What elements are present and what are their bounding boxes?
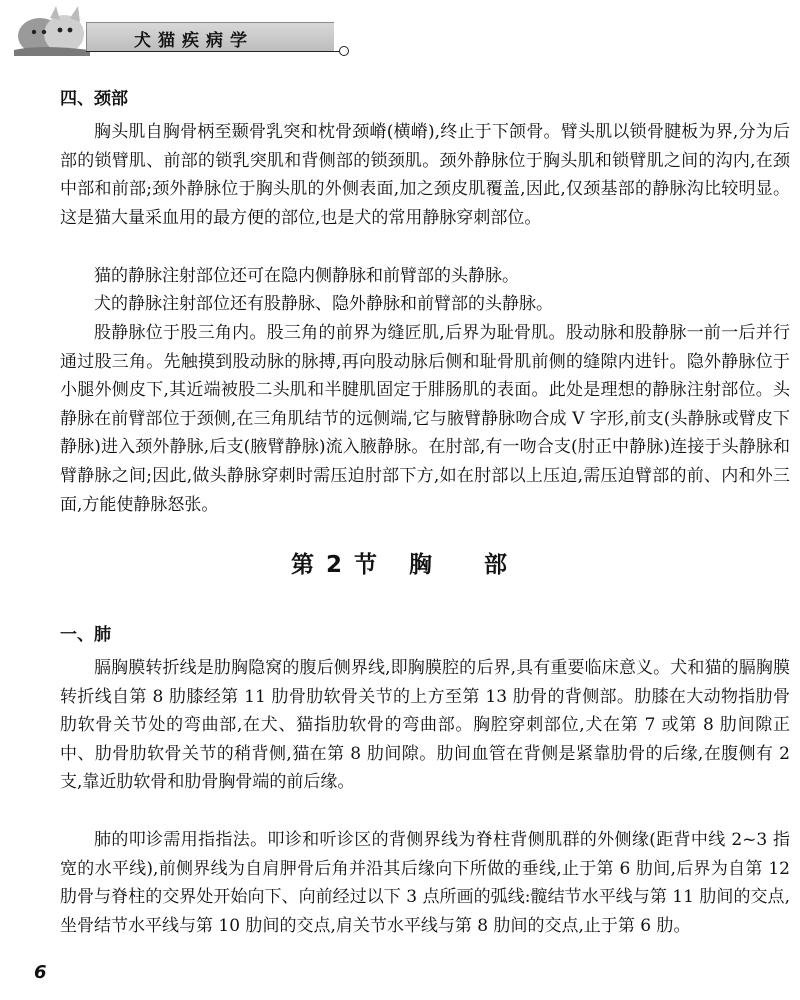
- paragraph: 胸头肌自胸骨柄至颞骨乳突和枕骨颈嵴(横嵴),终止于下颌骨。臂头肌以锁骨腱板为界,分为后部的锁臂肌、前部的锁乳突肌和背侧部的锁颈肌。颈外静脉位于胸头肌和锁臂肌之间的沟内,在颈中部和前部;颈外静脉位于胸头肌的外侧表面,加之颈皮肌覆盖,因此,仅颈基部的静脉沟比较明显。这是猫大量采血用的最方便的部位,也是犬的常用静脉穿刺部位。: [60, 122, 790, 228]
- paragraph: 猫的静脉注射部位还可在隐内侧静脉和前臂部的头静脉。: [94, 266, 519, 286]
- paragraph: 股静脉位于股三角内。股三角的前界为缝匠肌,后界为耻骨肌。股动脉和股静脉一前一后并行通过股三角。先触摸到股动脉的脉搏,再向股动脉后侧和耻骨肌前侧的缝隙内进针。隐外静脉位于小腿外侧皮下,其近端被股二头肌和半腱肌固定于腓肠肌的表面。此处是理想的静脉注射部位。头静脉在前臂部位于颈侧,在三角肌结节的远侧端,它与腋臂静脉吻合成 V 字形,前支(头静脉或臂皮下静脉)进入颈外静脉,后支(腋臂静脉)流入腋静脉。在肘部,有一吻合支(肘正中静脉)连接于头静脉和臂静脉之间;因此,做头静脉穿刺时需压迫肘部下方,如在肘部以上压迫,需压迫臂部的前、内和外三面,方能使静脉怒张。: [60, 323, 790, 515]
- paragraph: 膈胸膜转折线是肋胸隐窝的腹后侧界线,即胸膜腔的后界,具有重要临床意义。犬和猫的膈胸膜转折线自第 8 肋膝经第 11 肋骨肋软骨关节的上方至第 13 肋骨的背侧部。肋膝在大动物指肋骨肋软骨关节处的弯曲部,在犬、猫指肋软骨的弯曲部。胸腔穿刺部位,犬在第 7 或第 8 肋间隙正中、肋骨肋软骨关节的稍背侧,猫在第 8 肋间隙。肋间血管在背侧是紧靠肋骨的后缘,在腹侧有 2 支,靠近肋软骨和肋骨胸骨端的前后缘。: [60, 658, 790, 793]
- heading-neck: 四、颈部: [60, 89, 128, 109]
- section-title: 第 2 节 胸 部: [290, 552, 510, 578]
- heading-lung: 一、肺: [60, 625, 111, 645]
- page-number: 6: [34, 962, 47, 983]
- header-rule: [86, 51, 340, 52]
- header-rule-end-dot: [339, 46, 349, 56]
- book-title: 犬猫疾病学: [134, 31, 254, 51]
- page-header: [0, 0, 800, 62]
- cat-dog-photo-icon: [10, 4, 94, 56]
- paragraph: 犬的静脉注射部位还有股静脉、隐外静脉和前臂部的头静脉。: [94, 294, 553, 314]
- paragraph: 肺的叩诊需用指指法。叩诊和听诊区的背侧界线为脊柱背侧肌群的外侧缘(距背中线 2~3 指宽的水平线),前侧界线为自肩胛骨后角并沿其后缘向下所做的垂线,止于第 6 肋间,后界为自第 12 肋骨与脊柱的交界处开始向下、向前经过以下 3 点所画的弧线:髋结节水平线与第 11 肋间的交点,坐骨结节水平线与第 10 肋间的交点,肩关节水平线与第 8 肋间的交点,止于第 6 肋。: [60, 830, 790, 936]
